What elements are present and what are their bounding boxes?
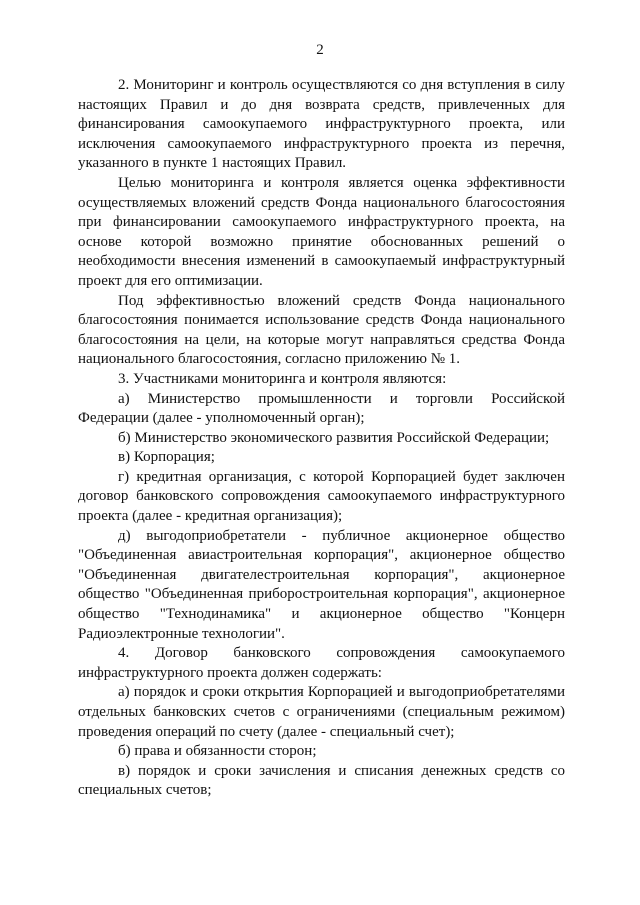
list-item-3a: а) Министерство промышленности и торговли Российской Федерации (далее - уполномоченный орган); — [78, 390, 565, 427]
list-item-3d: д) выгодоприобретатели - публичное акционерное общество "Объединенная авиастроительная корпорация", акционерное общество "Объединенная двигателестроительная корпорация", акционерное общество "Объединенная приборостроительная корпорация", акционерное общество "Технодинамика" и акционерное общество "Концерн Радиоэлектронные технологии". — [78, 527, 565, 642]
page-number: 2 — [316, 42, 324, 58]
list-item-4a: а) порядок и сроки открытия Корпорацией и выгодоприобретателями отдельных банковских счетов с ограничениями (специальным режимом) проведения операций по счету (далее - специальный счет); — [78, 684, 565, 740]
paragraph-efficiency-definition: Под эффективностью вложений средств Фонда национального благосостояния понимается использование средств Фонда национального благосостояния на цели, на которые могут направляться средства Фонда национального благосостояния, согласно приложению № 1. — [78, 292, 565, 368]
list-item-4b: б) права и обязанности сторон; — [118, 743, 317, 760]
paragraph-4-contract-heading: 4. Договор банковского сопровождения самоокупаемого инфраструктурного проекта должен содержать: — [78, 645, 565, 681]
paragraph-monitoring-goal: Целью мониторинга и контроля является оценка эффективности осуществляемых вложений средств Фонда национального благосостояния при финансировании самоокупаемого инфраструктурного проекта, на основе которой возможно принятие обоснованных решений о необходимости внесения изменений в самоокупаемый инфраструктурный проект для его оптимизации. — [78, 174, 565, 289]
list-item-3b: б) Министерство экономического развития Российской Федерации; — [118, 429, 550, 446]
paragraph-3-participants-heading: 3. Участниками мониторинга и контроля являются: — [118, 370, 447, 387]
list-item-3v: в) Корпорация; — [118, 449, 215, 466]
list-item-4v: в) порядок и сроки зачисления и списания денежных средств со специальных счетов; — [78, 762, 565, 799]
list-item-3g: г) кредитная организация, с которой Корпорацией будет заключен договор банковского сопровождения самоокупаемого инфраструктурного проекта (далее - кредитная организация); — [78, 468, 565, 525]
paragraph-2-monitoring-period: 2. Мониторинг и контроль осуществляются со дня вступления в силу настоящих Правил и до дня возврата средств, привлеченных для финансирования самоокупаемого инфраструктурного проекта, или исключения самоокупаемого инфраструктурного проекта из перечня, указанного в пункте 1 настоящих Правил. — [78, 77, 565, 172]
document-body — [78, 76, 565, 801]
